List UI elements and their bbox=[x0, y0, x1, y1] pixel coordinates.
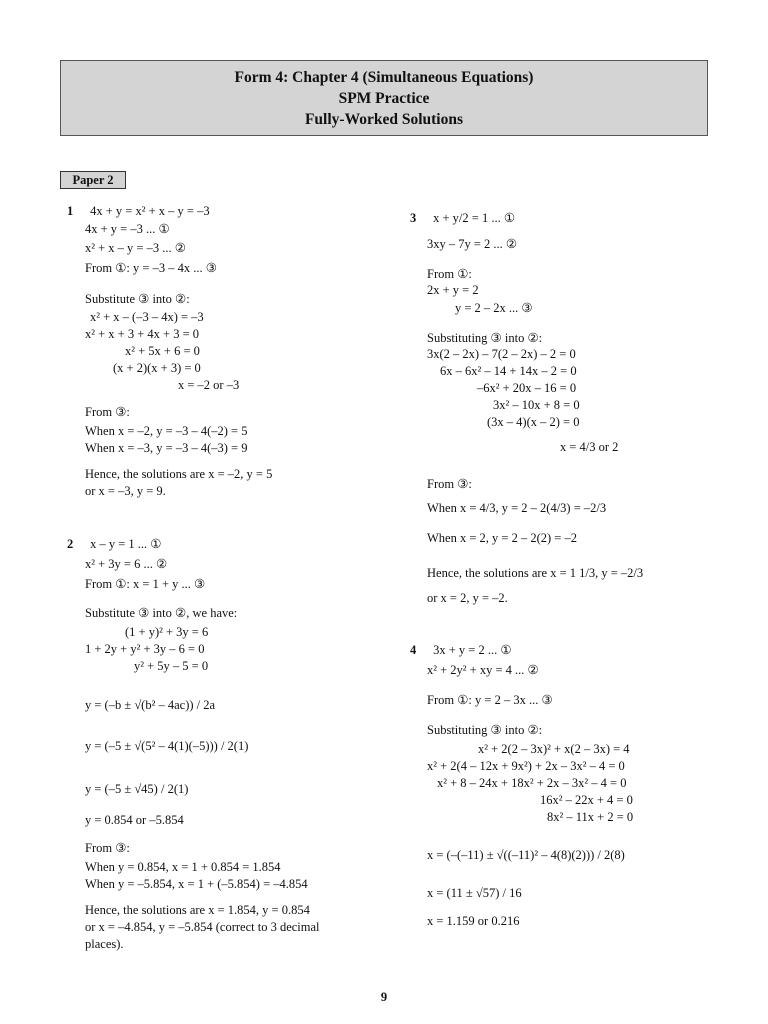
q3-line-15: Hence, the solutions are x = 1 1/3, y = –2/3 bbox=[427, 566, 644, 580]
q1-line-10: From ③: bbox=[85, 405, 130, 419]
q3-line-13: When x = 4/3, y = 2 – 2(4/3) = –2/3 bbox=[427, 501, 607, 515]
q3-line-5: Substituting ③ into ②: bbox=[427, 331, 543, 345]
q2-line-14: Hence, the solutions are x = 1.854, y = 0.854 bbox=[85, 903, 310, 917]
q4-line-9: x = (–(–11) ± √((–11)² – 4(8)(2))) / 2(8) bbox=[427, 848, 625, 862]
q3-line-7: 6x – 6x² – 14 + 14x – 2 = 0 bbox=[440, 364, 577, 378]
q4-line-7: 16x² – 22x + 4 = 0 bbox=[540, 793, 633, 807]
q1-line-6: x² + x + 3 + 4x + 3 = 0 bbox=[85, 327, 199, 341]
q1-line-1: 4x + y = –3 ... ① bbox=[85, 222, 170, 236]
question-number: 4 bbox=[410, 643, 417, 657]
q1-line-9: x = –2 or –3 bbox=[178, 378, 240, 392]
q3-line-16: or x = 2, y = –2. bbox=[427, 591, 508, 605]
q2-line-10: y = 0.854 or –5.854 bbox=[85, 813, 184, 827]
title-box bbox=[60, 60, 708, 136]
q1-line-7: x² + 5x + 6 = 0 bbox=[125, 344, 200, 358]
q3-line-12: From ③: bbox=[427, 477, 472, 491]
q3-line-3: 2x + y = 2 bbox=[427, 283, 479, 297]
q1-line-2: x² + x – y = –3 ... ② bbox=[85, 241, 186, 255]
q4-line-1: x² + 2y² + xy = 4 ... ② bbox=[427, 663, 539, 677]
q2-line-13: When y = –5.854, x = 1 + (–5.854) = –4.854 bbox=[85, 877, 308, 891]
equation-text: 4x + y = x² + x – y = –3 bbox=[90, 204, 210, 218]
question-number: 3 bbox=[410, 211, 417, 225]
q3-line-6: 3x(2 – 2x) – 7(2 – 2x) – 2 = 0 bbox=[427, 347, 576, 361]
page-number: 9 bbox=[380, 990, 388, 1004]
q4-line-3: Substituting ③ into ②: bbox=[427, 723, 543, 737]
title-line-3: Fully-Worked Solutions bbox=[304, 111, 464, 128]
equation-text: x + y/2 = 1 ... ① bbox=[433, 211, 516, 225]
q4-line-5: x² + 2(4 – 12x + 9x²) + 2x – 3x² – 4 = 0 bbox=[427, 759, 625, 773]
q3-line-2: From ①: bbox=[427, 267, 472, 281]
q1-line-12: When x = –3, y = –3 – 4(–3) = 9 bbox=[85, 441, 248, 455]
q2-line-1: x² + 3y = 6 ... ② bbox=[85, 557, 168, 571]
q2-line-12: When y = 0.854, x = 1 + 0.854 = 1.854 bbox=[85, 860, 281, 874]
q1-line-3: From ①: y = –3 – 4x ... ③ bbox=[85, 261, 217, 275]
q2-line-9: y = (–5 ± √45) / 2(1) bbox=[85, 782, 189, 796]
q3-line-4: y = 2 – 2x ... ③ bbox=[455, 301, 533, 315]
q2-line-7: y = (–b ± √(b² – 4ac)) / 2a bbox=[85, 698, 216, 712]
q3-line-9: 3x² – 10x + 8 = 0 bbox=[493, 398, 580, 412]
title-line-2: SPM Practice bbox=[338, 90, 430, 107]
question-number: 2 bbox=[67, 537, 74, 551]
q1-line-14: or x = –3, y = 9. bbox=[85, 484, 166, 498]
q2-line-15: or x = –4.854, y = –5.854 (correct to 3 decimal bbox=[85, 920, 320, 934]
q2-line-2: From ①: x = 1 + y ... ③ bbox=[85, 577, 206, 591]
q1-line-11: When x = –2, y = –3 – 4(–2) = 5 bbox=[85, 424, 248, 438]
q4-line-0 bbox=[410, 642, 512, 658]
q4-line-11: x = 1.159 or 0.216 bbox=[427, 914, 520, 928]
q2-line-8: y = (–5 ± √(5² – 4(1)(–5))) / 2(1) bbox=[85, 739, 249, 753]
equation-text: x – y = 1 ... ① bbox=[90, 537, 162, 551]
q2-line-5: 1 + 2y + y² + 3y – 6 = 0 bbox=[85, 642, 205, 656]
q4-line-4: x² + 2(2 – 3x)² + x(2 – 3x) = 4 bbox=[478, 742, 630, 756]
q3-line-14: When x = 2, y = 2 – 2(2) = –2 bbox=[427, 531, 577, 545]
paper-label: Paper 2 bbox=[60, 171, 126, 189]
q2-line-0 bbox=[67, 536, 162, 552]
q3-line-1: 3xy – 7y = 2 ... ② bbox=[427, 237, 518, 251]
q4-line-6: x² + 8 – 24x + 18x² + 2x – 3x² – 4 = 0 bbox=[437, 776, 627, 790]
q2-line-4: (1 + y)² + 3y = 6 bbox=[125, 625, 209, 639]
q1-line-13: Hence, the solutions are x = –2, y = 5 bbox=[85, 467, 273, 481]
q2-line-16: places). bbox=[85, 937, 124, 951]
title-line-1: Form 4: Chapter 4 (Simultaneous Equations) bbox=[234, 69, 534, 86]
equation-text: 3x + y = 2 ... ① bbox=[433, 643, 512, 657]
q2-line-11: From ③: bbox=[85, 841, 130, 855]
q4-line-8: 8x² – 11x + 2 = 0 bbox=[547, 810, 634, 824]
q1-line-8: (x + 2)(x + 3) = 0 bbox=[113, 361, 201, 375]
q1-line-0 bbox=[67, 204, 210, 219]
q3-line-0 bbox=[410, 210, 515, 226]
q2-line-3: Substitute ③ into ②, we have: bbox=[85, 606, 238, 620]
q2-line-6: y² + 5y – 5 = 0 bbox=[134, 659, 209, 673]
q3-line-11: x = 4/3 or 2 bbox=[560, 440, 619, 454]
q3-line-8: –6x² + 20x – 16 = 0 bbox=[477, 381, 577, 395]
q4-line-2: From ①: y = 2 – 3x ... ③ bbox=[427, 693, 553, 707]
q3-line-10: (3x – 4)(x – 2) = 0 bbox=[487, 415, 580, 429]
q4-line-10: x = (11 ± √57) / 16 bbox=[427, 886, 522, 900]
q1-line-5: x² + x – (–3 – 4x) = –3 bbox=[90, 310, 204, 324]
question-number: 1 bbox=[67, 204, 74, 218]
q1-line-4: Substitute ③ into ②: bbox=[85, 292, 190, 306]
